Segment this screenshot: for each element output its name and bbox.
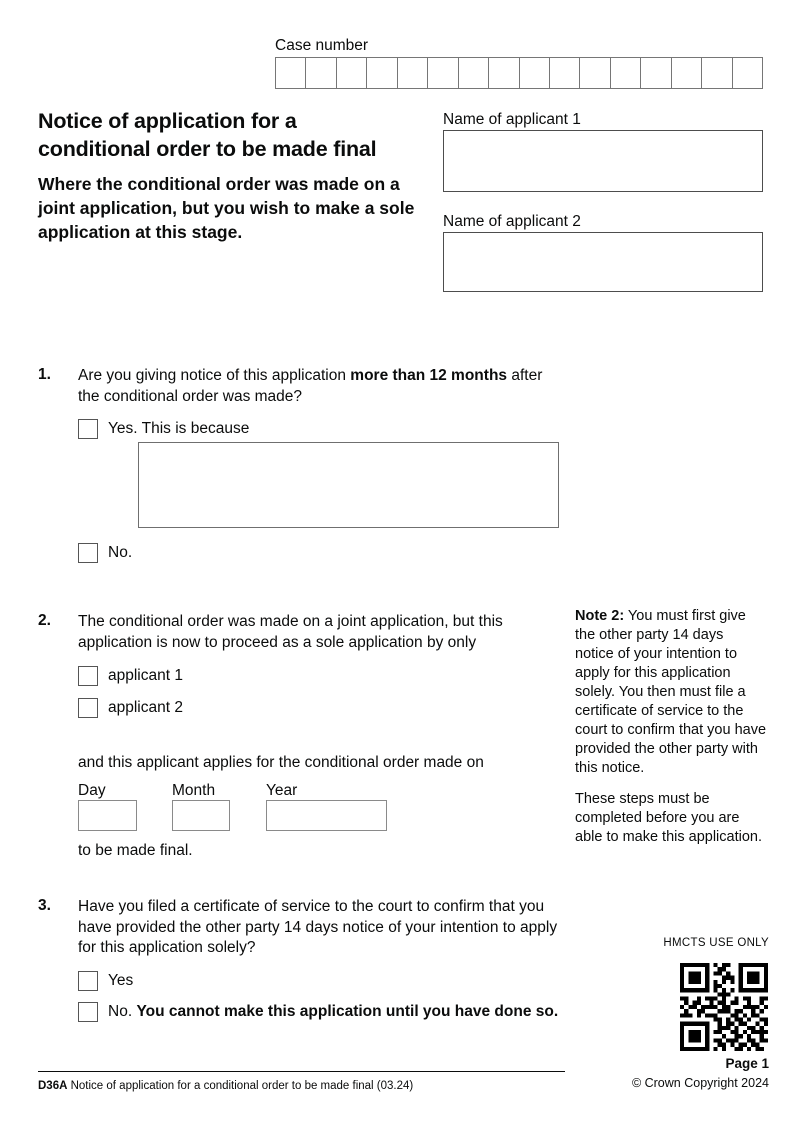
- q2-applicant2-checkbox[interactable]: [78, 698, 98, 718]
- footer-divider: [38, 1071, 565, 1072]
- case-number-cell[interactable]: [488, 57, 519, 89]
- case-number-cell[interactable]: [458, 57, 489, 89]
- case-number-cell[interactable]: [397, 57, 428, 89]
- q1-number: 1.: [38, 366, 51, 383]
- note-2-paragraph1: [575, 607, 766, 778]
- applicant2-name-input[interactable]: [443, 232, 763, 292]
- form-code: D36A: [38, 1080, 68, 1092]
- q3-yes-label: Yes: [108, 972, 134, 989]
- case-number-cell[interactable]: [336, 57, 367, 89]
- case-number-input[interactable]: [275, 57, 763, 89]
- form-title: [38, 107, 376, 163]
- q3-yes-checkbox[interactable]: [78, 971, 98, 991]
- case-number-cell[interactable]: [305, 57, 336, 89]
- case-number-cell[interactable]: [640, 57, 671, 89]
- day-input[interactable]: [78, 800, 137, 831]
- q2-number: 2.: [38, 612, 51, 629]
- case-number-cell[interactable]: [671, 57, 702, 89]
- q3-no-checkbox[interactable]: [78, 1002, 98, 1022]
- page-number: Page 1: [725, 1056, 769, 1071]
- case-number-label: Case number: [275, 37, 369, 54]
- q3-number: 3.: [38, 897, 51, 914]
- q2-applies-text: and this applicant applies for the conditional order made on: [78, 754, 484, 771]
- q1-yes-label: Yes. This is because: [108, 420, 250, 437]
- case-number-cell[interactable]: [732, 57, 763, 89]
- note-2: [575, 607, 766, 847]
- q2-applicant1-label: applicant 1: [108, 667, 183, 684]
- hmcts-use-only-label: HMCTS USE ONLY: [663, 937, 769, 949]
- case-number-cell[interactable]: [701, 57, 732, 89]
- month-label: Month: [172, 782, 216, 799]
- form-code-title: Notice of application for a conditional order to be made final (03.24): [67, 1080, 414, 1092]
- q1-text-bold: more than 12 months: [350, 367, 508, 384]
- note-2-text: You must first give the other party 14 days notice of your intention to apply for this application solely. You then must file a certificate of service to the court to confirm that you have provided the other party with this notice.: [575, 608, 767, 776]
- q1-no-checkbox[interactable]: [78, 543, 98, 563]
- q2-applicant1-row: [78, 666, 183, 686]
- q2-applicant1-checkbox[interactable]: [78, 666, 98, 686]
- q3-text: Have you filed a certificate of service to the court to confirm that you have provided the other party 14 days notice of your intention to apply for this application solely?: [78, 898, 558, 956]
- q3-yes-row: [78, 971, 133, 991]
- case-number-cell[interactable]: [610, 57, 641, 89]
- footer-form-reference: [38, 1080, 413, 1092]
- case-number-cell[interactable]: [275, 57, 306, 89]
- q3-no-label-bold: You cannot make this application until you have done so.: [136, 1003, 559, 1020]
- q1-text-part2: after the conditional order was made?: [78, 367, 543, 405]
- q3-no-label-prefix: No.: [108, 1003, 137, 1020]
- form-title-line2: conditional order to be made final: [38, 137, 377, 161]
- form-title-line1: Notice of application for a: [38, 109, 297, 133]
- applicant1-name-input[interactable]: [443, 130, 763, 192]
- applicant2-label: Name of applicant 2: [443, 213, 581, 230]
- year-label: Year: [266, 782, 298, 799]
- form-subtitle: Where the conditional order was made on a joint application, but you wish to make a sole application at this stage.: [38, 174, 415, 242]
- case-number-cell[interactable]: [366, 57, 397, 89]
- q1-no-label: No.: [108, 544, 133, 561]
- q3-no-label: [108, 1002, 558, 1022]
- qr-code: [680, 963, 768, 1051]
- case-number-cell[interactable]: [579, 57, 610, 89]
- month-input[interactable]: [172, 800, 230, 831]
- q3-no-row: [78, 1002, 558, 1022]
- note-2-label: Note 2:: [575, 608, 625, 624]
- q1-yes-checkbox[interactable]: [78, 419, 98, 439]
- case-number-cell[interactable]: [519, 57, 550, 89]
- q1-reason-input[interactable]: [138, 442, 559, 528]
- applicant1-label: Name of applicant 1: [443, 111, 581, 128]
- q1-no-row: [78, 543, 132, 563]
- case-number-cell[interactable]: [549, 57, 580, 89]
- day-label: Day: [78, 782, 106, 799]
- q1-text-part1: Are you giving notice of this application: [78, 367, 351, 384]
- year-input[interactable]: [266, 800, 387, 831]
- q2-final-text: to be made final.: [78, 842, 193, 859]
- q1-yes-row: [78, 419, 249, 439]
- note-2-paragraph2: These steps must be completed before you are able to make this application.: [575, 791, 762, 845]
- q1-text: [78, 366, 562, 407]
- q2-applicant2-label: applicant 2: [108, 699, 183, 716]
- case-number-cell[interactable]: [427, 57, 458, 89]
- q2-text: The conditional order was made on a joint application, but this application is now to proceed as a sole application by only: [78, 613, 503, 651]
- copyright-notice: © Crown Copyright 2024: [631, 1076, 769, 1090]
- q2-applicant2-row: [78, 698, 183, 718]
